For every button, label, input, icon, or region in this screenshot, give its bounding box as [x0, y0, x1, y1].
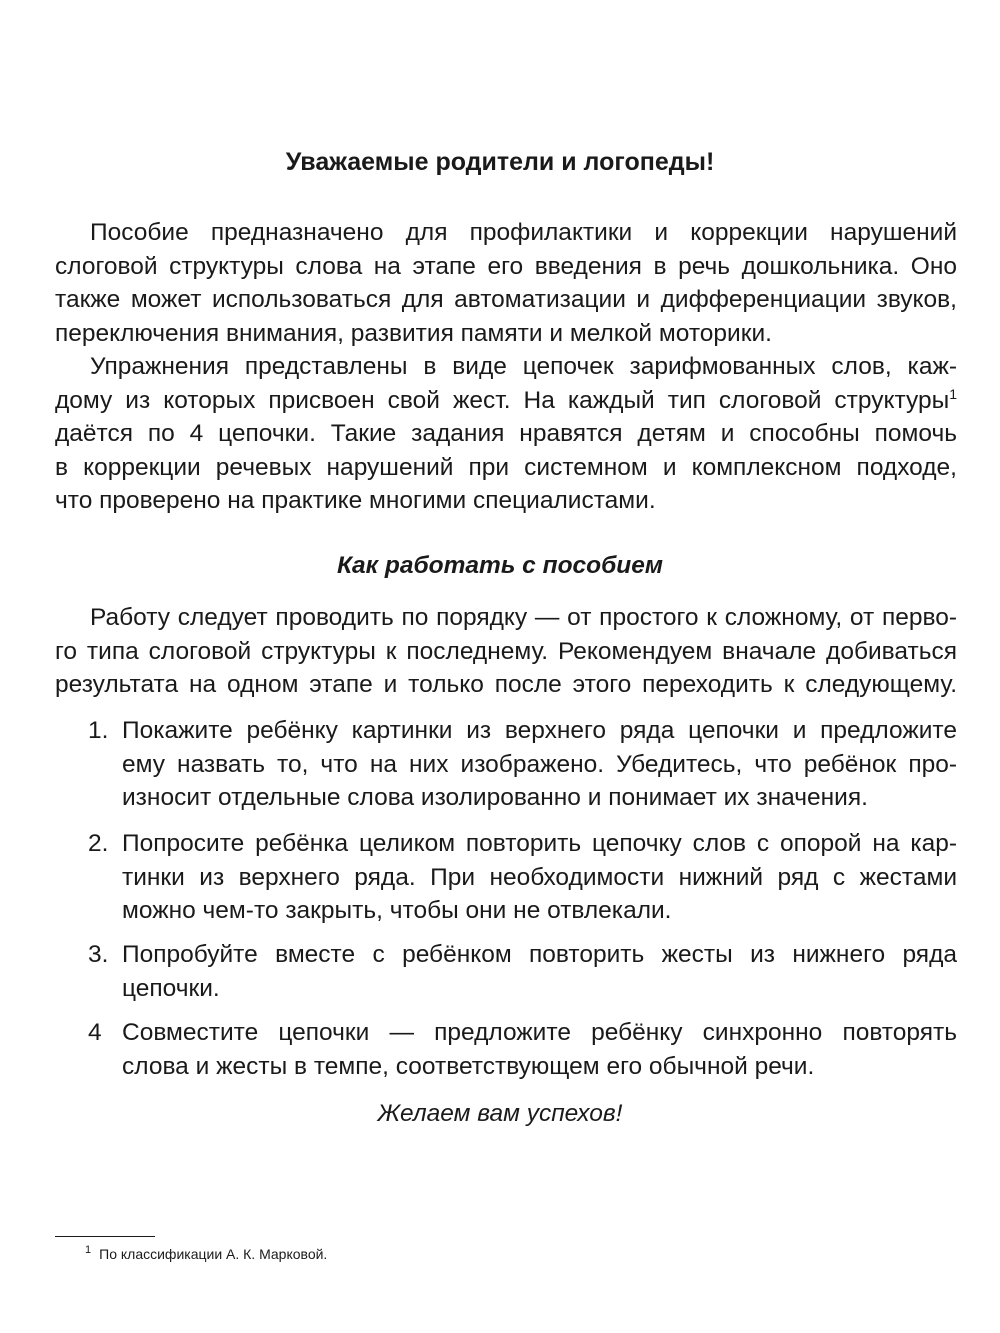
closing-wish: Желаем вам успехов! [377, 1100, 623, 1127]
step-2-line-2: тинки из верхнего ряда. При необходимости нижний ряд с жестами [122, 864, 957, 891]
step-number: 4 [88, 1019, 102, 1046]
step-2-line-1: Попросите ребёнка целиком повторить цепочку слов с опорой на кар- [122, 830, 957, 857]
step-4-line-1: Совместите цепочки — предложите ребёнку синхронно повторять [122, 1019, 957, 1046]
step-2-line-3: можно чем-то закрыть, чтобы они не отвлекали. [122, 897, 672, 924]
howto-p1-line-2: го типа слоговой структуры к последнему. Рекомендуем вначале добиваться [55, 638, 957, 665]
intro-p1-line-2: слоговой структуры слова на этапе его введения в речь дошкольника. Оно [55, 253, 957, 280]
step-1-line-2: ему назвать то, что на них изображено. Убедитесь, что ребёнок про- [122, 751, 957, 778]
intro-p1-line-3: также может использоваться для автоматизации и дифференциации звуков, [55, 286, 957, 313]
footnote [85, 1246, 327, 1262]
intro-p2-line-3: даётся по 4 цепочки. Такие задания нравятся детям и способны помочь [55, 420, 957, 447]
intro-p2-line-2: дому из которых присвоен свой жест. На каждый тип слоговой структуры [55, 387, 950, 414]
howto-p1-line-1: Работу следует проводить по порядку — от простого к сложному, от перво- [90, 604, 957, 631]
howto-p1-line-3: результата на одном этапе и только после этого переходить к следующему. [55, 671, 957, 698]
footnote-reference: 1 [949, 385, 957, 402]
step-1-line-1: Покажите ребёнку картинки из верхнего ряда цепочки и предложите [122, 717, 957, 744]
step-3-line-2: цепочки. [122, 975, 220, 1002]
step-4-line-2: слова и жесты в темпе, соответствующем его обычной речи. [122, 1053, 815, 1080]
footnote-text: По классификации А. К. Марковой. [99, 1246, 328, 1262]
step-number: 1. [88, 717, 109, 744]
intro-p2-line-4: в коррекции речевых нарушений при системном и комплексном подходе, [55, 454, 957, 481]
intro-p1-line-4: переключения внимания, развития памяти и мелкой моторики. [55, 320, 772, 347]
intro-p2-line-2-wrap [55, 384, 957, 417]
footnote-mark: 1 [85, 1244, 92, 1257]
step-1-line-3: износит отдельные слова изолированно и понимает их значения. [122, 784, 868, 811]
intro-p2-line-5: что проверено на практике многими специалистами. [55, 487, 656, 514]
intro-p1-line-1: Пособие предназначено для профилактики и коррекции нарушений [90, 219, 957, 246]
section-subheading: Как работать с пособием [336, 552, 664, 579]
footnote-divider [55, 1236, 155, 1237]
page-title: Уважаемые родители и логопеды! [285, 148, 715, 176]
step-number: 3. [88, 941, 109, 968]
step-3-line-1: Попробуйте вместе с ребёнком повторить жесты из нижнего ряда [122, 941, 957, 968]
step-number: 2. [88, 830, 109, 857]
intro-p2-line-1: Упражнения представлены в виде цепочек зарифмованных слов, каж- [90, 353, 957, 380]
